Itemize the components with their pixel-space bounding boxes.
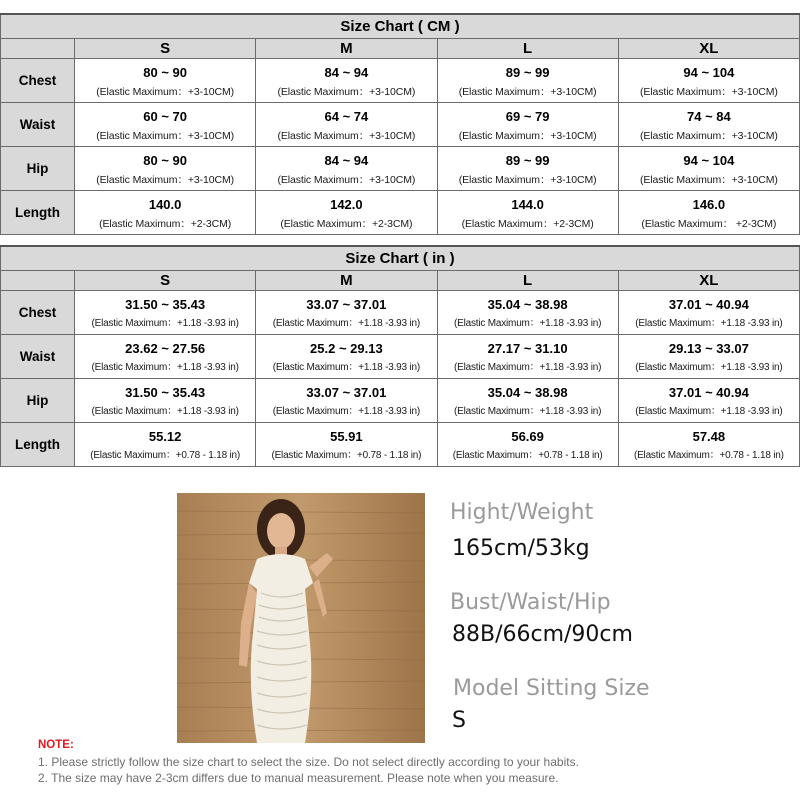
chart-title: Size Chart ( in ) <box>1 246 800 271</box>
table-row <box>1 291 800 335</box>
cell-note: (Elastic Maximum：+3-10CM) <box>277 86 416 98</box>
cell-value: 56.69 <box>511 429 544 444</box>
cell-note: (Elastic Maximum：+0.78 - 1.18 in) <box>90 450 241 461</box>
cell-value: 57.48 <box>692 429 726 444</box>
cell-value: 140.0 <box>148 197 182 212</box>
cell-value: 37.01 ~ 40.94 <box>668 297 749 312</box>
size-cell <box>618 423 799 467</box>
cell-value: 35.04 ~ 38.98 <box>487 385 568 400</box>
model-photo <box>177 493 425 743</box>
size-chart-cm <box>0 13 800 235</box>
cell-value: 27.17 ~ 31.10 <box>487 341 568 356</box>
row-label-waist: Waist <box>1 335 75 379</box>
size-cell <box>437 335 618 379</box>
size-cell <box>437 103 618 147</box>
model-size-label: Model Sitting Size <box>453 676 650 701</box>
cell-note: (Elastic Maximum：+1.18 -3.93 in) <box>453 362 602 373</box>
table-row <box>1 59 800 103</box>
cell-note: (Elastic Maximum：+1.18 -3.93 in) <box>635 406 783 417</box>
size-cell <box>256 379 437 423</box>
cell-note: (Elastic Maximum：+3-10CM) <box>277 130 416 142</box>
cell-value: 55.91 <box>330 429 363 444</box>
cell-value: 31.50 ~ 35.43 <box>125 385 206 400</box>
row-label-chest: Chest <box>1 59 75 103</box>
cell-note: (Elastic Maximum：+3-10CM) <box>96 174 235 186</box>
cell-note: (Elastic Maximum：+3-10CM) <box>458 130 597 142</box>
cell-value: 33.07 ~ 37.01 <box>306 297 387 312</box>
row-label-length: Length <box>1 423 75 467</box>
cell-value: 84 ~ 94 <box>324 65 369 80</box>
note-line: 1. Please strictly follow the size chart to select the size. Do not select directly according to your habits. <box>38 755 579 769</box>
cell-note: (Elastic Maximum：+2-3CM) <box>461 218 594 230</box>
cell-note: (Elastic Maximum：+1.18 -3.93 in) <box>635 318 783 329</box>
size-cell <box>256 335 437 379</box>
note-line: 2. The size may have 2-3cm differs due to manual measurement. Please note when you measure. <box>38 771 559 785</box>
table-row <box>1 335 800 379</box>
cell-value: 80 ~ 90 <box>143 153 187 168</box>
table-row <box>1 191 800 235</box>
size-header-xl: XL <box>618 271 799 291</box>
cell-note: (Elastic Maximum：+3-10CM) <box>458 86 597 98</box>
cell-note: (Elastic Maximum：+0.78 - 1.18 in) <box>633 450 784 461</box>
cell-value: 25.2 ~ 29.13 <box>310 341 383 356</box>
size-cell <box>75 335 256 379</box>
size-cell <box>618 59 799 103</box>
cell-note: (Elastic Maximum：+1.18 -3.93 in) <box>91 406 239 417</box>
bust-waist-hip-label: Bust/Waist/Hip <box>450 590 611 615</box>
header-blank <box>1 39 75 59</box>
bust-waist-hip-value: 88B/66cm/90cm <box>452 622 633 647</box>
size-header-m: M <box>256 39 437 59</box>
cell-value: 69 ~ 79 <box>505 109 550 124</box>
cell-note: (Elastic Maximum：+1.18 -3.93 in) <box>91 318 239 329</box>
size-cell <box>75 59 256 103</box>
size-cell <box>618 379 799 423</box>
size-header-l: L <box>437 271 618 291</box>
size-cell <box>256 103 437 147</box>
size-header-s: S <box>75 271 256 291</box>
size-cell <box>75 291 256 335</box>
size-header-m: M <box>256 271 437 291</box>
cell-note: (Elastic Maximum：+2-3CM) <box>99 218 232 230</box>
size-cell <box>618 103 799 147</box>
table-row <box>1 379 800 423</box>
cell-value: 80 ~ 90 <box>143 65 187 80</box>
cell-note: (Elastic Maximum：+2-3CM) <box>280 218 413 230</box>
cell-note: (Elastic Maximum：+3-10CM) <box>639 86 778 98</box>
table-row <box>1 103 800 147</box>
table-row <box>1 423 800 467</box>
cell-note: (Elastic Maximum：+1.18 -3.93 in) <box>91 362 239 373</box>
row-label-hip: Hip <box>1 147 75 191</box>
cell-value: 94 ~ 104 <box>683 65 735 80</box>
size-header-xl: XL <box>618 39 799 59</box>
cell-value: 74 ~ 84 <box>687 109 731 124</box>
size-cell <box>437 291 618 335</box>
size-cell <box>256 147 437 191</box>
cell-note: (Elastic Maximum：+3-10CM) <box>639 130 778 142</box>
size-cell <box>437 191 618 235</box>
chart-title: Size Chart ( CM ) <box>1 14 800 39</box>
cell-note: (Elastic Maximum：+1.18 -3.93 in) <box>635 362 783 373</box>
cell-value: 89 ~ 99 <box>505 153 550 168</box>
cell-note: (Elastic Maximum：+0.78 - 1.18 in) <box>452 450 603 461</box>
cell-value: 142.0 <box>330 197 363 212</box>
size-cell <box>437 379 618 423</box>
cell-value: 60 ~ 70 <box>143 109 187 124</box>
size-cell <box>618 147 799 191</box>
row-label-waist: Waist <box>1 103 75 147</box>
cell-value: 35.04 ~ 38.98 <box>487 297 568 312</box>
height-weight-value: 165cm/53kg <box>452 536 590 561</box>
size-cell <box>75 103 256 147</box>
cell-note: (Elastic Maximum： +2-3CM) <box>641 218 777 230</box>
model-size-value: S <box>452 708 466 733</box>
cell-note: (Elastic Maximum：+3-10CM) <box>639 174 778 186</box>
cell-value: 55.12 <box>148 429 182 444</box>
size-cell <box>75 423 256 467</box>
cell-value: 89 ~ 99 <box>505 65 550 80</box>
size-chart-in <box>0 245 800 467</box>
cell-value: 146.0 <box>692 197 726 212</box>
size-cell <box>437 423 618 467</box>
cell-note: (Elastic Maximum：+1.18 -3.93 in) <box>272 406 420 417</box>
note-title: NOTE: <box>38 739 74 751</box>
cell-value: 29.13 ~ 33.07 <box>668 341 749 356</box>
size-header-s: S <box>75 39 256 59</box>
size-cell <box>437 147 618 191</box>
cell-note: (Elastic Maximum：+1.18 -3.93 in) <box>272 318 420 329</box>
size-cell <box>618 335 799 379</box>
cell-note: (Elastic Maximum：+3-10CM) <box>96 130 235 142</box>
cell-value: 31.50 ~ 35.43 <box>125 297 206 312</box>
size-cell <box>256 191 437 235</box>
cell-value: 144.0 <box>511 197 544 212</box>
size-cell <box>618 291 799 335</box>
size-cell <box>75 379 256 423</box>
cell-value: 33.07 ~ 37.01 <box>306 385 387 400</box>
cell-note: (Elastic Maximum：+0.78 - 1.18 in) <box>271 450 422 461</box>
row-label-length: Length <box>1 191 75 235</box>
size-header-l: L <box>437 39 618 59</box>
row-label-chest: Chest <box>1 291 75 335</box>
size-cell <box>437 59 618 103</box>
cell-value: 37.01 ~ 40.94 <box>668 385 749 400</box>
cell-value: 94 ~ 104 <box>683 153 735 168</box>
size-cell <box>75 191 256 235</box>
header-blank <box>1 271 75 291</box>
cell-value: 84 ~ 94 <box>324 153 369 168</box>
size-cell <box>618 191 799 235</box>
row-label-hip: Hip <box>1 379 75 423</box>
cell-note: (Elastic Maximum：+3-10CM) <box>96 86 235 98</box>
table-row <box>1 147 800 191</box>
cell-value: 64 ~ 74 <box>324 109 369 124</box>
cell-value: 23.62 ~ 27.56 <box>125 341 206 356</box>
cell-note: (Elastic Maximum：+1.18 -3.93 in) <box>453 406 602 417</box>
height-weight-label: Hight/Weight <box>450 500 594 525</box>
model-photo-illustration <box>177 493 425 743</box>
size-cell <box>256 59 437 103</box>
cell-note: (Elastic Maximum：+3-10CM) <box>277 174 416 186</box>
cell-note: (Elastic Maximum：+3-10CM) <box>458 174 597 186</box>
size-cell <box>256 423 437 467</box>
size-cell <box>256 291 437 335</box>
cell-note: (Elastic Maximum：+1.18 -3.93 in) <box>272 362 420 373</box>
cell-note: (Elastic Maximum：+1.18 -3.93 in) <box>453 318 602 329</box>
size-cell <box>75 147 256 191</box>
